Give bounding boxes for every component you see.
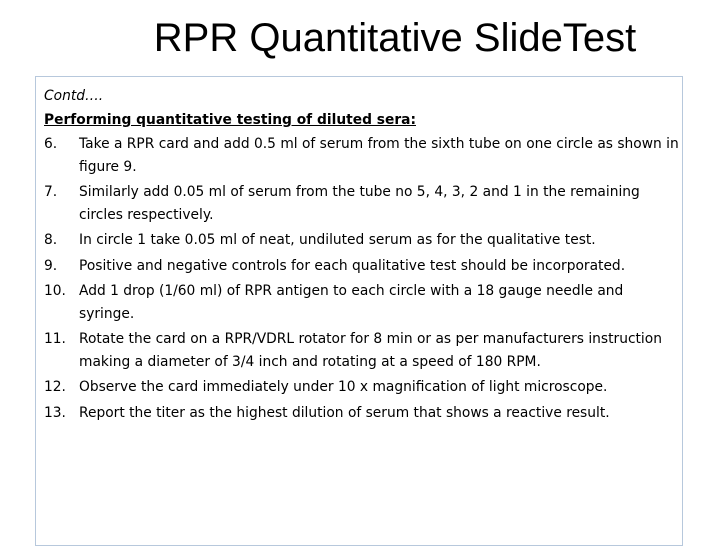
section-heading: Performing quantitative testing of diluted sera: [44, 112, 416, 128]
step-number: 11. [44, 331, 66, 347]
step-text: Take a RPR card and add 0.5 ml of serum from the sixth tube on one circle as shown in figure 9. [79, 136, 679, 175]
step-text: Add 1 drop (1/60 ml) of RPR antigen to each circle with a 18 gauge needle and syringe. [79, 283, 624, 322]
step-number: 12. [44, 379, 66, 395]
step-item [44, 402, 679, 425]
step-number: 10. [44, 283, 66, 299]
step-text: Similarly add 0.05 ml of serum from the tube no 5, 4, 3, 2 and 1 in the remaining circles respectively. [79, 184, 640, 223]
step-item [44, 229, 679, 252]
step-item [44, 328, 679, 373]
step-number: 6. [44, 136, 58, 152]
step-item [44, 376, 679, 399]
contd-label: Contd…. [44, 88, 104, 104]
step-text: Observe the card immediately under 10 x magnification of light microscope. [79, 379, 608, 395]
step-number: 9. [44, 257, 58, 274]
step-text: In circle 1 take 0.05 ml of neat, undiluted serum as for the qualitative test. [79, 232, 596, 248]
step-number: 13. [44, 404, 66, 421]
step-number: 8. [44, 232, 58, 248]
step-item [44, 133, 679, 178]
slide-content [44, 85, 679, 427]
step-number: 7. [44, 184, 58, 200]
step-text: Report the titer as the highest dilution of serum that shows a reactive result. [79, 404, 610, 421]
slide-title: RPR Quantitative SlideTest [153, 16, 637, 60]
step-item [44, 181, 679, 226]
steps-list [44, 133, 679, 424]
step-item [44, 255, 679, 278]
step-text: Rotate the card on a RPR/VDRL rotator for 8 min or as per manufacturers instruction making a diameter of 3/4 inch and rotating at a speed of 180 RPM. [79, 331, 662, 370]
step-item [44, 280, 679, 325]
step-text: Positive and negative controls for each qualitative test should be incorporated. [79, 257, 626, 274]
